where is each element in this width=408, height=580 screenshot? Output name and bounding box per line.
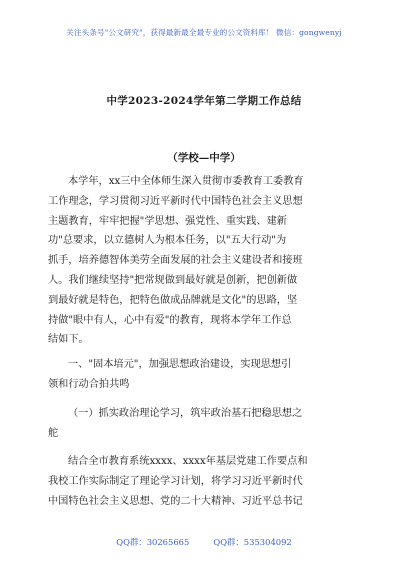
text-line: 中国特色社会主义思想、党的二十大精神、习近平总书记	[48, 495, 303, 507]
text-line: 结如下。	[48, 334, 89, 346]
text-line: 抓手，培养德智体美劳全面发展的社会主义建设者和接班	[48, 255, 303, 267]
subsection-heading-1	[48, 404, 370, 444]
text-line: 本学年，xx三中全体师生深入贯彻市委教育工委教育	[68, 176, 304, 187]
text-line: 持做"眼中有人，心中有爱"的教育，现将本学年工作总	[48, 314, 292, 326]
footer-qq-group-1: QQ群：30265665	[116, 537, 190, 547]
text-line: 结合全市教育系统xxxx、xxxx年基层党建工作要点和	[68, 456, 308, 467]
document-title: 中学2023-2024学年第二学期工作总结	[106, 95, 302, 107]
text-line: 功"总要求，以立德树人为根本任务，以"五大行动"为	[48, 235, 287, 247]
document-subtitle: （学校—中学）	[167, 152, 241, 164]
text-line: 领和行动合拍共鸣	[48, 378, 130, 390]
text-line: 主题教育，牢牢把握"学思想、强党性、重实践、建新	[48, 215, 287, 227]
footer-qq-group-2: QQ群：535304092	[213, 537, 292, 547]
text-line: 一、"固本培元"，加强思想政治建设，实现思想引	[68, 359, 292, 370]
paragraph-intro	[48, 172, 370, 350]
text-line: 到最好就是特色，把特色做成品牌就是文化"的思路，坚	[48, 294, 298, 306]
text-line: （一）抓实政治理论学习，筑牢政治基石把稳思想之	[68, 408, 303, 419]
text-line: 人。我们继续坚持"把常规做到最好就是创新，把创新做	[48, 274, 298, 286]
text-line: 舵	[48, 427, 59, 439]
section-heading-1	[48, 355, 370, 395]
text-line: 工作理念，学习贯彻习近平新时代中国特色社会主义思想	[48, 195, 303, 207]
text-line: 我校工作实际制定了理论学习计划，将学习习近平新时代	[48, 475, 303, 487]
paragraph-theory-study	[48, 452, 370, 511]
header-promo-note: 关注头条号"公文研究"，获得最新最全最专业的公文资料库！ 微信：gongwenyj	[66, 28, 342, 37]
footer-qq-groups	[0, 536, 408, 548]
